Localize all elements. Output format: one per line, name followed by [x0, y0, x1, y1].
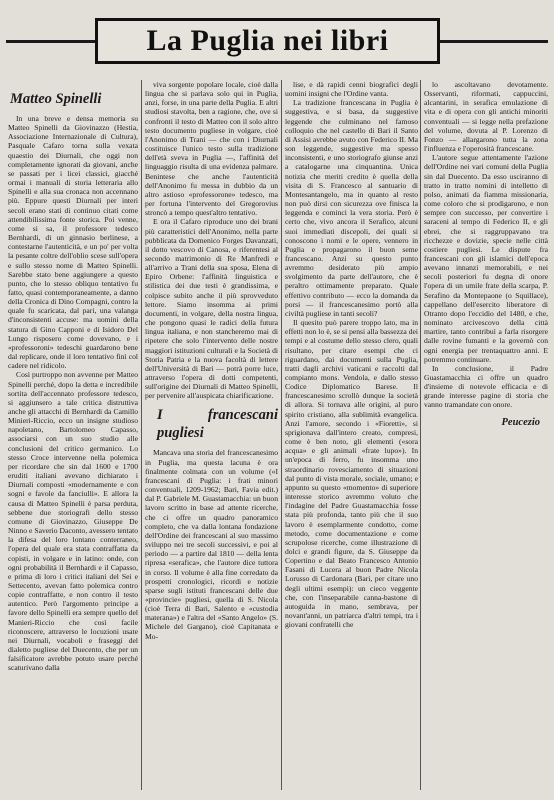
header-rule-right	[440, 40, 548, 43]
header-rule-left	[6, 40, 95, 43]
article-paragraph: lo ascoltavano devotamente. Osservanti, riformati, cappuccini, alcantarini, in serafica emulazione di vita e di opera con gli antichi minoriti conventuali — si legge nella prefazione del volume, dovuta al P. Lorenzo di Fonzo — allargarono tutta la zona l'influenza e l'operosità francescane.	[424, 80, 548, 154]
column-divider	[281, 80, 282, 790]
column-4	[424, 80, 548, 792]
article-paragraph: La tradizione francescana in Puglia è suggestiva, e si basa, da suggestive leggende che culminano nel famoso colloquio che nel castello di Bari il Santo di Assisi avrebbe avuto con Federico II. Ma son leggende, suggestive ma spesso inconsistenti, e uno storiografo giunse anzi a catalogarne una cinquantina. Unica notizia che meriti credito è quella della visita di S. Francesco al santuario di Montesantangelo, ma in quanto al resto non può dirsi con sicurezza ove finisca la leggenda e cominci la vera storia. Però è certo che, vivo ancora il Serafico, alcuni suoi immediati discepoli, dei quali si conoscono i nomi e le opere, vennero in Puglia e propagarono il buon seme francescano. Anzi su questo punto avremmo desiderato più ampio svolgimento da parte dell'autore, che è peraltro ottimamente preparato. Quale effettivo contributo — ecco la domanda da porsi — il francescanesimo portò alla civiltà pugliese in tanti secoli?	[285, 98, 418, 318]
article-title-francescani: I francescani pugliesi	[157, 407, 278, 442]
article-paragraph: E ora il Cafaro riproduce uno dei brani più caratteristici dell'Anonimo, nella parte pubblicata da Domenico Forges Davanzati, il dotto vescovo di Canosa, e riferentesi al secondo matrimonio di Re Manfredi e all'arrivo a Trani della sua sposa, Elena di Epiro Orbene: l'affinità linguistica e stilistica dei due testi è grandissima, e colpisce subito anche il più sprovveduto lettore. Siamo insomma ai primi documenti, in volgare, della nostra lingua, che pongono quasi le radici della futura lingua italiana, e non stancheremo mai di ripetere che solo l'intervento delle nostre maggiori istituzioni culturali e la Società di Storia Patria e la nuova facoltà di lettere dell'Università di Bari — potrà porre luce, attraverso l'opera di dotti competenti, sull'origine dei Diurnali di Matteo Spinelli, per pervenire all'auspicata chiarificazione.	[145, 217, 278, 401]
article-paragraph: lise, e dà rapidi cenni biografici degli uomini insigni che l'Ordine vanta.	[285, 80, 418, 99]
column-1	[8, 114, 138, 792]
article-paragraph: L'autore segue attentamente l'azione dell'Ordine nei vari comuni della Puglia sin dal Duecento. Da esso usciranno di tratto in tratto nomini di intelletto di polso, animati da fiamma missionaria, come coloro che si prodigarono, e non sempre con successo, per convertire i saraceni al tempo di Federico II, e gli ebrei, che si raggruppavano tra ricchezze e dovizie, specie nelle città costiere pugliesi. Le dispute fra francescani con gli islamici dell'epoca avevano innanzi memorabili, e nei secoli posteriori fu degna di onore l'opera di un umile frate della scarpa, P. Serafino da Montepaone (o Squillace), cappellano dell'esercito liberatore di Otranto dopo l'eccidio del 1480, e che, nominato arcivescovo della città martire, tanto contribuì a farla risorgere dalle rovine fumanti e la governò con ogni energia per trentaquattro anni. E potremmo continuare.	[424, 153, 548, 364]
article-paragraph: viva sorgente popolare locale, cioè dalla lingua che si parlava solo qui in Puglia, anzi, forse, in una parte della Puglia. E altri studiosi stavolta, ben a ragione, che, ove si confronti il testo di Matteo con il solo altro testo documento pugliese in volgare, cioè l'Anonimo di Trani — che con i Diurnali costituisce l'unico testo sulla tradizione dell'età sveva in Puglia —, l'affinità del linguaggio risulta di una evidenza palmare. Benintese che anche l'autenticità dell'Anonimo fu messa in dubbio da un altro astioso «professorone» tedesco, ma per fortuna l'intervento del Gregorovius stroncò a tempo quest'altro tentativo.	[145, 80, 278, 218]
article-paragraph: Mancava una storia del francescanesimo in Puglia, ma questa lacuna è ora finalmente colmata con un volume («I francescani di Puglia: i frati minori conventuali, 1209-1962; Bari, Favia edit.) dal P. Gabriele M. Guastamacchia: un buon lavoro scritto in base ad attente ricerche, che ci offre un quadro panoramico completo, che va dalla lontana fondazione dell'Ordine dei francescani al suo massimo sviluppo nei tre secoli successivi, e poi al periodo — a partire dal 1810 — della lenta ripresa «serafica», che l'autore dice tuttora in corso. Il volume è alla fine corredato da prospetti cronologici, ricordi e notizie sparse sugli istituti francescani delle due «provincie» pugliesi, quella di S. Nicola (cioè Terra di Bari, Salento e «custodia materana») e l'altra del «Santo Angelo» (S. Michele del Gargano), cioè Capitanata e Mo-	[145, 448, 278, 641]
article-title-spinelli: Matteo Spinelli	[10, 91, 102, 107]
article-paragraph: Così purtroppo non avvenne per Matteo Spinelli perché, dopo la detta e incredibile sortita dell'accennato professore tedesco, si aggiunsero a tale critica distruttiva anche gli attacchi di Bernhardi da Camillo Minieri-Riccio, ecco un insigne studioso napoletano, Bartolomeo Capasso, associarsi con un suo studio alle conclusioni del critico germanico. Lo stesso Croce intervenne nella polemica per ricordare che sin dal 1600 e 1700 eruditi italiani avevano dichiarato i Diurnali composti «modernamente e con sogni e favole da fanciulli». E allora la causa di Matteo Spinelli è parsa perduta, sebbene due storiografi dello stesso comune di Giovinazzo, Giuseppe De Ninno e Saverio Daconto, avessero tentato la difesa del loro lontano conterraneo, l'opera del quale era stata contraffatta da copisti, in volgare e in latino: onde, con ogni probabilità il Bernhardi e il Capasso, e prima di loro i critici italiani del Sei e Settecento, avevan fatto polemica contro copie contraffatte, e non contro il testo autentico. Però l'argomento principe a favore dello Spinelli era sempre quello del Manieri-Riccio che così facile riconoscere, attraverso le locuzioni usate nei Diurnali, vocaboli e fraseggi del dialetto pugliese del Duecento, che per un falsificatore avrebbe potuto usare perché scaturivano dalla	[8, 370, 138, 673]
article-paragraph: In conclusione, il Padre Guastamacchia ci offre un quadro d'insieme di notevole efficacia e di grande interesse pagine di storia che vanno tramandate con onore.	[424, 363, 548, 410]
header-box	[95, 18, 440, 64]
column-divider	[420, 80, 421, 790]
author-signature: Peucezio	[501, 416, 540, 428]
column-3	[285, 80, 418, 792]
article-paragraph: Il quesito può parere troppo lato, ma in effetti non lo è, se si pensi alla bassezza dei tempi e al costume dello stesso clero, quali risultano, per citare esempi che ci riguardano, dai documenti sulla Puglia, tratti dagli archivi vaticani e raccolti dal compianto mons. Vendola, e dallo stesso Codice Diplomatico Barese. Il francescanesimo scrollò dunque la società di allora. Si tornava alle origini, al puro spirito cristiano, alla sublimità evangelica. Anzi l'amore, secondo i «Fioretti», si sprigionava dall'intero creato, compresi, come è ben noto, gli elementi («sora acqua» e gli animali «frate lupo»). In un'epoca di ferro, fu insomma uno straordinario rovesciamento di situazioni dal punto di vista morale, sociale, umano; e appunto su questo «momento» di superiore interesse storico avremmo voluto che l'indagine del Padre Guastamacchia fosse stata più profonda, tanto più che il suo lavoro è esemplarmente condotto, come metodo, come documentazione e come scrupolose ricerche, come illustrazione di dolci e grandi figure, da S. Giuseppe da Copertino e dal Beato Francesco Antonio Fasani di Lucera al buon Padre Nicola Lorusso di Cardonara (Bari, per citare uno degli ultimi esempi): un cieco veggente che, con l'inseparabile canna-bastone di autoguida in mano, sembrava, per novant'anni, un patriarca d'altri tempi, tra i giovani confratelli che	[285, 318, 418, 630]
column-divider	[141, 80, 142, 790]
column-2	[145, 80, 278, 792]
page-title: La Puglia nei libri	[146, 24, 389, 57]
article-paragraph: In una breve e densa memoria su Matteo Spinelli da Giovinazzo (Hestia, Associazione Internazionale di Cultura), Pasquale Cafaro torna sulla vexata quaestio dei Diurnali, che oggi non completamente ignorati da giovani, anche se passati per i licei classici, giacché ormai i manuali di storia letteraria allo Spinelli e alla sua cronaca non accennano più. Eppure questi Diurnali per interi secoli erano stati di continuo citati come attendibilissima fonte storica. Poi venne, come si sa, il professore tedesco Bernhardi, di un ginnasio berlinese, a contestarne l'autenticità, e un po' per volta la pesante coltre dell'oblio scese sull'opera e sullo stesso nome di Matteo Spinelli. Sarebbe stato bene aggiungere a questo punto, che lo stesso obliquo tentativo fu fatto, quasi contemporaneamente, a danno della Cronica di Dino Compagni, contro la quale fu scaricata, dal pari, una valanga d'inconsistenti accuse: ma uomini della statura di Gino Capponi e di Isidoro Del Lungo risposero come dovevano, e i «professoroni» tedeschi guardarono bene dal replicare, onde il loro tentativo finì col cadere nel ridicolo.	[8, 114, 138, 371]
